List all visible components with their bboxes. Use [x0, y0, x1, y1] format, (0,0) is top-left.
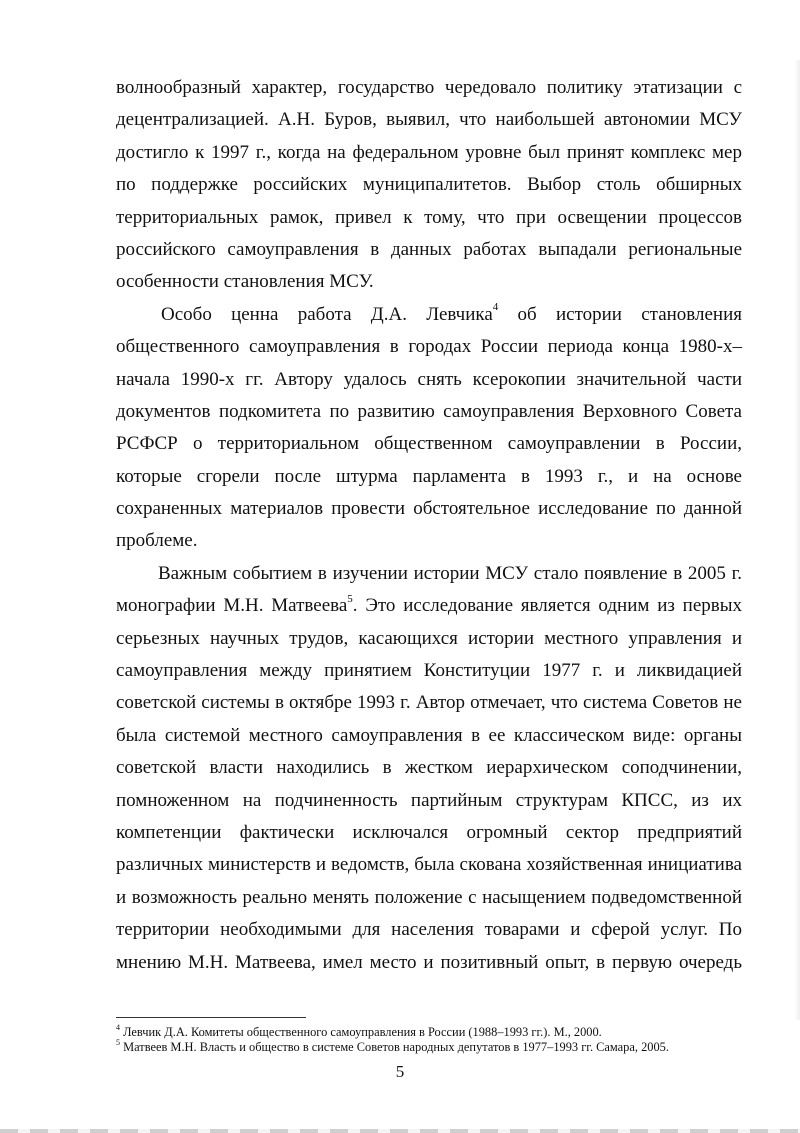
text-line: мнению М.Н. Матвеева, имел место и позитивный опыт, в первую очередь: [116, 951, 742, 973]
text-line: серьезных научных трудов, касающихся истории местного управления и: [116, 627, 742, 649]
footnote: [116, 1037, 756, 1055]
main-text: [116, 72, 742, 979]
footnote-ref: 5: [347, 592, 353, 605]
text-line: общественного самоуправления в городах России периода конца 1980-х–: [116, 336, 742, 358]
text-line: самоуправления между принятием Конституции 1977 г. и ликвидацией: [116, 660, 742, 682]
footnote: [116, 1022, 756, 1040]
scan-bottom-edge: [0, 1129, 800, 1133]
footnote-mark: 5: [116, 1037, 120, 1047]
paragraph-first-line: [116, 299, 742, 331]
text-line: и возможность реально менять положение с насыщением подведомственной: [116, 886, 742, 908]
paragraph-first-line: Важным событием в изучении истории МСУ стало появление в 2005 г.: [158, 562, 742, 584]
text-line: волнообразный характер, государство чередовало политику этатизации с: [116, 77, 742, 98]
text-line: РСФСР о территориальном общественном самоуправлении в России,: [116, 433, 742, 455]
text-fragment: монографии М.Н. Матвеева: [116, 595, 348, 617]
text-line: проблеме.: [116, 530, 198, 552]
text-line: советской системы в октябре 1993 г. Автор отмечает, что система Советов не: [116, 692, 742, 714]
text-fragment: . Это исследование является одним из первых: [352, 595, 742, 617]
text-line: по поддержке российских муниципалитетов. Выбор столь обширных: [116, 174, 742, 196]
text-line: различных министерств и ведомств, была скована хозяйственная инициатива: [116, 854, 742, 876]
text-line: [116, 590, 742, 622]
text-line: территории необходимыми для населения товарами и сферой услуг. По: [116, 919, 742, 941]
text-line: территориальных рамок, привел к тому, что при освещении процессов: [116, 206, 742, 228]
footnote-text: Матвеев М.Н. Власть и общество в системе Советов народных депутатов в 1977–1993 гг. Самара, 2005.: [120, 1040, 669, 1054]
text-line: которые сгорели после штурма парламента в 1993 г., и на основе: [116, 465, 742, 487]
text-line: документов подкомитета по развитию самоуправления Верховного Совета: [116, 400, 742, 422]
text-line: начала 1990-х гг. Автору удалось снять ксерокопии значительной части: [116, 368, 742, 390]
text-line: российского самоуправления в данных работах выпадали региональные: [116, 238, 742, 260]
text-line: советской власти находились в жестком иерархическом соподчинении,: [116, 757, 742, 779]
scan-shadow: [794, 60, 800, 1020]
text-fragment: об истории становления: [498, 303, 743, 325]
text-line: была системой местного самоуправления в ее классическом виде: органы: [116, 724, 742, 746]
footnotes: [116, 1022, 756, 1055]
footnote-divider: [116, 1017, 306, 1018]
footnote-mark: 4: [116, 1022, 120, 1032]
footnote-ref: 4: [492, 301, 499, 314]
text-line: достигло к 1997 г., когда на федеральном уровне был принят комплекс мер: [116, 141, 742, 163]
text-line: особенности становления МСУ.: [116, 271, 374, 293]
footnote-text: Левчик Д.А. Комитеты общественного самоуправления в России (1988–1993 гг.). М., 2000.: [120, 1025, 602, 1039]
text-line: помноженном на подчиненность партийным структурам КПСС, из их: [116, 789, 742, 811]
page-number: 5: [395, 1062, 405, 1081]
text-line: компетенции фактически исключался огромный сектор предприятий: [116, 821, 742, 843]
text-line: сохраненных материалов провести обстоятельное исследование по данной: [116, 498, 742, 520]
text-fragment: Особо ценна работа Д.А. Левчика: [161, 303, 493, 325]
text-line: децентрализацией. А.Н. Буров, выявил, что наибольшей автономии МСУ: [116, 109, 742, 131]
